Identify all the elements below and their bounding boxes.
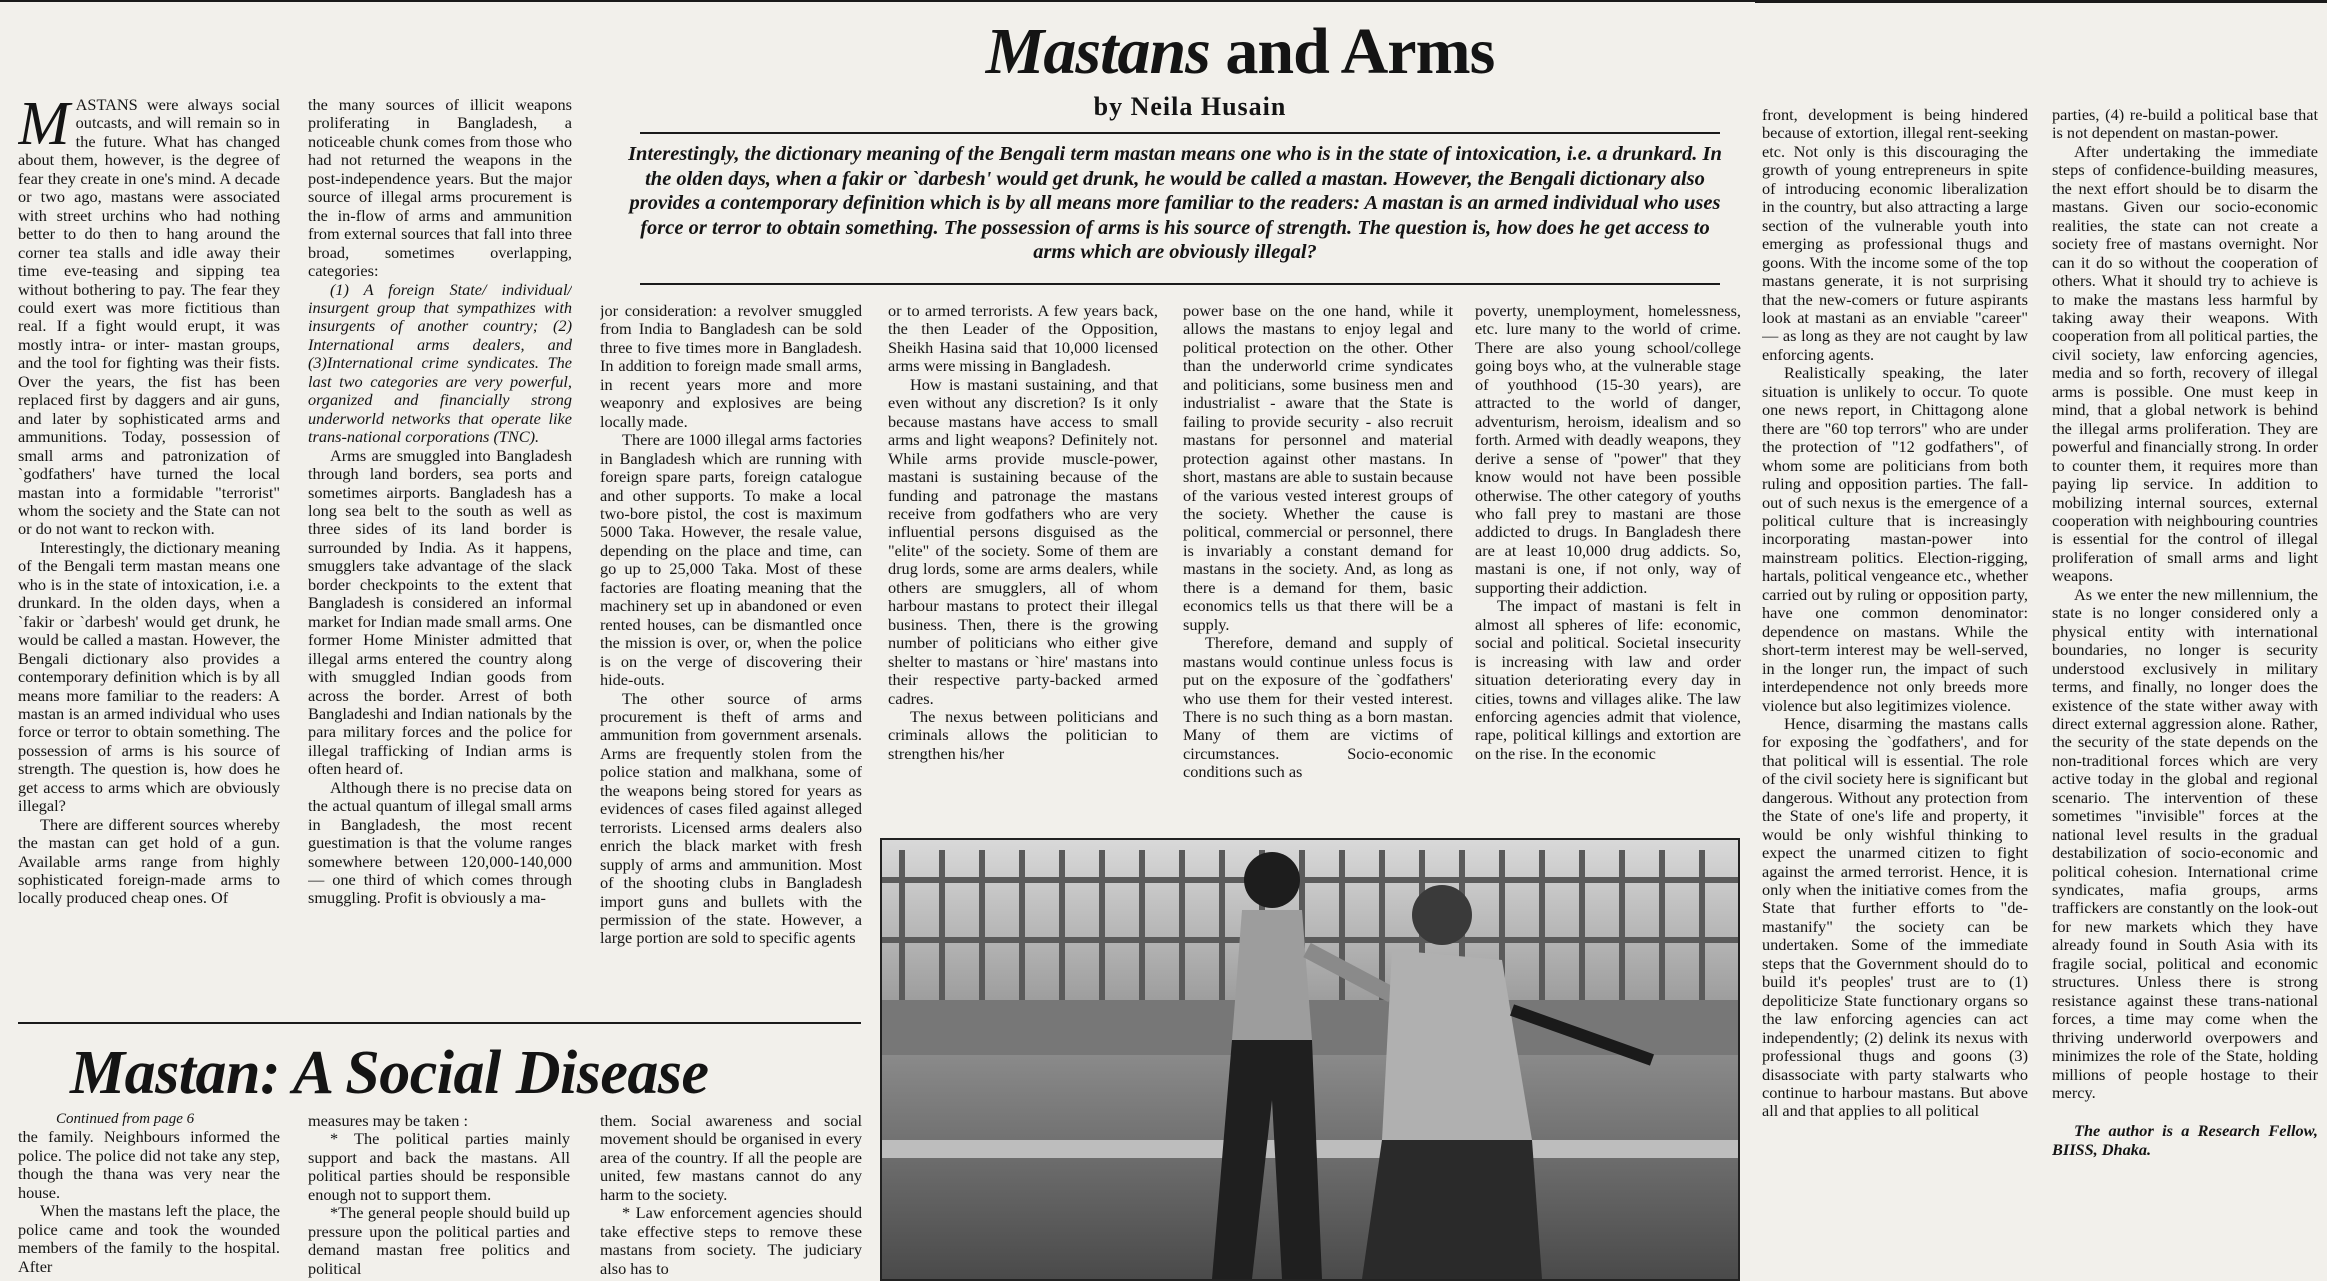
paragraph: *The general people should build up pressure upon the political parties and demand mastan free politics and political [308, 1203, 570, 1278]
paragraph: The nexus between politicians and criminals allows the politician to strengthen his/her [888, 706, 1158, 763]
byline: by Neila Husain [1093, 92, 1287, 121]
section-divider-rule [18, 1022, 861, 1024]
article-column-5 [1183, 302, 1453, 824]
paragraph: Interestingly, the dictionary meaning of the Bengali term mastan means one who is in the state of intoxication, i.e. a drunkard. In the olden days, when a `fakir or `darbesh' would get drunk, he would be called a mastan. However, the Bengali dictionary also provides a contemporary definition which is by all means more familiar to the readers: A mastan is an armed individual who uses force or terror to obtain something. The possession of arms is his source of strength. The question is, how does he get access to arms which are obviously illegal? [18, 537, 280, 816]
article-title: Mastans and Arms [985, 15, 1495, 88]
paragraph: poverty, unemployment, homelessness, etc. lure many to the world of crime. There are also young school/college going boys who, at the vulnerable stage of youthhood (15-30 years), are attracted to the world of danger, adventurism, heroism, idealism and so forth. Armed with deadly weapons, they derive a sense of "power" that they know would not have been possible otherwise. The other category of youths who fall prey to mastani are those addicted to drugs. In Bangladesh there are at least 10,000 drug addicts. So, mastani is one, if not only, way of supporting their addiction. [1475, 302, 1741, 597]
paragraph: The impact of mastani is felt in almost all spheres of life: economic, social and political. Societal insecurity is increasing with law and order situation deteriorating every day in cities, towns and villages alike. The law enforcing agencies admit that violence, rape, political killings and extortion are on the rise. In the economic [1475, 596, 1741, 763]
paragraph: (1) A foreign State/ individual/ insurgent group that sympathizes with insurgents of another country; (2) International arms dealers, and (3)International crime syndicates. The last two categories are very powerful, organized and financially strong underworld networks that operate like trans-national corporations (TNC). [308, 279, 572, 447]
paragraph: or to armed terrorists. A few years back, the then Leader of the Opposition, Sheikh Hasina said that 10,000 licensed arms were missing in Bangladesh. [888, 302, 1158, 376]
author-note: The author is a Research Fellow, BIISS, Dhaka. [2052, 1121, 2318, 1159]
article-column-8 [2052, 106, 2318, 1281]
paragraph: * The political parties mainly support and back the mastans. All political parties should be responsible enough not to support them. [308, 1129, 570, 1204]
paragraph: There are 1000 illegal arms factories in Bangladesh which are running with foreign spare parts, foreign catalogue and other supports. To make a local two-bore pistol, the cost is maximum 5000 Taka. However, the resale value, depending on the place and time, can go up to 25,000 Taka. Most of these factories are floating meaning that the machinery set up in abandoned or even rented houses, can be dismantled once the mission is over, or, when the police is on the verge of discovering their hide-outs. [600, 430, 862, 690]
paragraph: Hence, disarming the mastans calls for exposing the `godfathers', and for that political will is essential. The role of the civil society here is significant but dangerous. Without any protection from the State of one's life and property, it would be only wishful thinking to expect the unarmed citizen to fight against the armed terrorist. Hence, it is only when the initiative comes from the State that further efforts to "de-mastanify" the society can be undertaken. Some of the immediate steps that the Government should do to build it's peoples' trust are to (1) depoliticize State functionary organs so the law enforcing agencies can act independently; (2) delink its nexus with professional thugs and goons (3) disassociate with party stalwarts who continue to harbour mastans. But above all and that applies to all political [1762, 713, 2028, 1121]
deck-bottom-rule [640, 283, 1720, 285]
paragraph: Realistically speaking, the later situation is unlikely to occur. To quote one news report, in Chittagong alone there are "60 top terrors" who are under the protection of "12 godfathers", of whom some are politicians from both ruling and opposition parties. The fall-out of such nexus is the emergence of a political culture that is increasingly incorporating mastan-power into mainstream politics. Election-rigging, hartals, political vengeance etc., whether carried out by ruling or opposition party, have one common denominator: dependence on mastans. While the short-term interest may be well-served, in the longer run, the impact of such interdependence not only breeds more violence but also legitimizes violence. [1762, 363, 2028, 715]
article-column-2 [308, 96, 572, 1016]
paragraph: There are different sources whereby the mastan can get hold of a gun. Available arms range from highly sophisticated foreign-made arms to locally produced cheap ones. Of [18, 814, 280, 908]
photo-illustration [882, 840, 1738, 1279]
paragraph: The other source of arms procurement is theft of arms and ammunition from government arsenals. Arms are frequently stolen from the police station and malkhana, some of the weapons being stored for years as evidences of cases filed against alleged terrorists. Licensed arms dealers also enrich the black market with fresh supply of arms and ammunition. Most of the shooting clubs in Bangladesh import guns and bullets with the permission of the state. However, a large portion are sold to specific agents [600, 688, 862, 948]
paragraph: * Law enforcement agencies should take effective steps to remove these mastans from society. The judiciary also has to [600, 1203, 862, 1278]
article-column-3 [600, 302, 862, 1014]
deck-top-rule [640, 132, 1720, 134]
paragraph: parties, (4) re-build a political base that is not dependent on mastan-power. [2052, 106, 2318, 143]
paragraph: front, development is being hindered because of extortion, illegal rent-seeking etc. Not only is this discouraging the growth of young entrepreneurs in spite of introducing economic liberalization in the country, but also attracting a large section of the vulnerable youth into emerging as professional thugs and goons. With the income some of the top mastans generate, it is not surprising that the new-comers or future aspirants look at mastani as an enviable "career" — as long as they are not caught by law enforcing agents. [1762, 106, 2028, 364]
article-deck: Interestingly, the dictionary meaning of the Bengali term mastan means one who is in the state of intoxication, i.e. a drunkard. In the olden days, when a fakir or `darbesh' would get drunk, he would be called a mastan. However, the Bengali dictionary also provides a contemporary definition which is by all means more familiar to the readers: A mastan is an armed individual who uses force or terror to obtain something. The possession of arms is his source of strength. The question is, how does he get access to arms which are obviously illegal? [628, 143, 1722, 263]
second-column-2 [308, 1112, 570, 1280]
paragraph: ASTANS were always social outcasts, and will remain so in the future. What has changed about them, however, is the degree of fear they create in one's mind. A decade or two ago, mastans were associated with street urchins who had nothing better to do then to hang around the corner tea stalls and idle away their time eve-teasing and sipping tea without bothering to pay. The fear they could exert was more fictitious than real. If a fight would erupt, it was mostly intra- or inter- mastan groups, and the tool for fighting was their fists. Over the years, the fist has been replaced first by daggers and air guns, and later by sophisticated arms and ammunitions. Today, possession of small arms and patronization of `godfathers' have turned the local mastan into a formidable "terrorist" whom the society and the State can not or do not want to reckon with. [18, 96, 280, 539]
paragraph: the many sources of illicit weapons proliferating in Bangladesh, a noticeable chunk comes from those who had not returned the weapons in the post-independence years. But the major source of illegal arms procurement is the in-flow of arms and ammunition from external sources that fall into three broad, sometimes overlapping, categories: [308, 96, 572, 281]
paragraph: As we enter the new millennium, the state is no longer considered only a physical entity with international boundaries, no longer is security understood exclusively in military terms, and finally, no longer does the existence of the state wither away with direct external aggression alone. Rather, the security of the state depends on the non-traditional forces which are very active today in the global and regional scenario. The intervention of these sometimes "invisible" forces at the national level results in the gradual destabilization of socio-economic and political cohesion. International crime syndicates, mafia groups, arms traffickers are constantly on the look-out for new markets which they have already found in South Asia with its fragile social, political and economic structures. Unless there is strong resistance against these trans-national forces, a time may come when the thriving underworld overpowers and minimizes the role of the State, holding millions of people hostage to their mercy. [2052, 584, 2318, 1103]
article-column-1 [18, 96, 280, 1016]
continued-note: Continued from page 6 [56, 1111, 195, 1127]
paragraph: Therefore, demand and supply of mastans would continue unless focus is put on the exposure of the `godfathers' who use them for their vested interest. There is no such thing as a born mastan. Many of them are victims of circumstances. Socio-economic conditions such as [1183, 633, 1453, 782]
article-column-4 [888, 302, 1158, 824]
paragraph: How is mastani sustaining, and that even without any discretion? Is it only because mastans have access to small arms and light weapons? Definitely not. While arms provide muscle-power, mastani is sustaining because of the funding and patronage the mastans receive from godfathers who are very influential persons disguised as the "elite" of the society. Some of them are drug lords, some are arms dealers, while others are smugglers, all of whom harbour mastans to protect their illegal business. Then, there is the growing number of politicians who either give shelter to mastans or `hire' mastans into their respective party-backed armed cadres. [888, 374, 1158, 708]
article-column-7 [1762, 106, 2028, 1278]
paragraph: Arms are smuggled into Bangladesh through land borders, sea ports and sometimes airports. Bangladesh has a long sea belt to the south as well as three sides of its land border is surrounded by India. As it happens, smugglers take advantage of the slack border checkpoints to the extent that Bangladesh is considered an informal market for Indian made small arms. One former Home Minister admitted that illegal arms entered the country along with smuggled Indian goods from across the border. Arrest of both Bangladeshi and Indian nationals by the para military forces and the police for illegal trafficking of Indian arms is often heard of. [308, 445, 572, 779]
paragraph: measures may be taken : [308, 1112, 469, 1130]
paragraph: jor consideration: a revolver smuggled from India to Bangladesh can be sold three to five times more in Bangladesh. In addition to foreign made small arms, in recent years more and more weaponry and explosives are being locally made. [600, 302, 862, 431]
second-article-title: Mastan: A Social Disease [70, 1039, 709, 1107]
paragraph: power base on the one hand, while it allows the mastans to enjoy legal and political protection on the other. Other than the underworld crime syndicates and politicians, some business men and industrialist - aware that the State is failing to provide security - also recruit mastans for personnel and material protection against other mastans. In short, mastans are able to sustain because of the various vested interest groups of the society. Whether the cause is political, commercial or personnel, there is invariably a constant demand for mastans in the society. And, as long as there is a demand for them, basic economics tells us that there will be a supply. [1183, 302, 1453, 634]
top-edge-rule [0, 0, 2327, 2]
article-column-6 [1475, 302, 1741, 824]
paragraph: them. Social awareness and social movement should be organised in every area of the country. If all the people are united, few mastans cannot do any harm to the society. [600, 1112, 862, 1204]
news-photo [880, 838, 1740, 1281]
paragraph: When the mastans left the place, the police came and took the wounded members of the family to the hospital. After [18, 1201, 280, 1276]
paragraph: After undertaking the immediate steps of confidence-building measures, the next effort should be to disarm the mastans. Given our socio-economic realities, the state can not create a society free of mastans overnight. Nor can it do so without the cooperation of others. What it should try to achieve is to make the mastans less harmful by taking away their weapons. With cooperation from all political parties, the civil society, law enforcing agencies, media and so forth, recovery of illegal arms is possible. One must keep in mind, that a global network is behind the illegal arms proliferation. They are powerful and financially strong. In order to counter them, it requires more than paying lip service. In addition to mobilizing internal sources, external cooperation with neighbouring countries is essential for the control of illegal proliferation of small arms and light weapons. [2052, 141, 2318, 586]
paragraph: Although there is no precise data on the actual quantum of illegal small arms in Bangladesh, the most recent guestimation is that the volume ranges somewhere between 120,000-140,000 — one third of which comes through smuggling. Profit is obviously a ma- [308, 777, 572, 908]
second-column-3 [600, 1112, 862, 1280]
drop-cap: M [18, 96, 70, 158]
paragraph: the family. Neighbours informed the police. The police did not take any step, though the thana was very near the house. [18, 1127, 280, 1202]
second-column-1 [18, 1110, 280, 1280]
